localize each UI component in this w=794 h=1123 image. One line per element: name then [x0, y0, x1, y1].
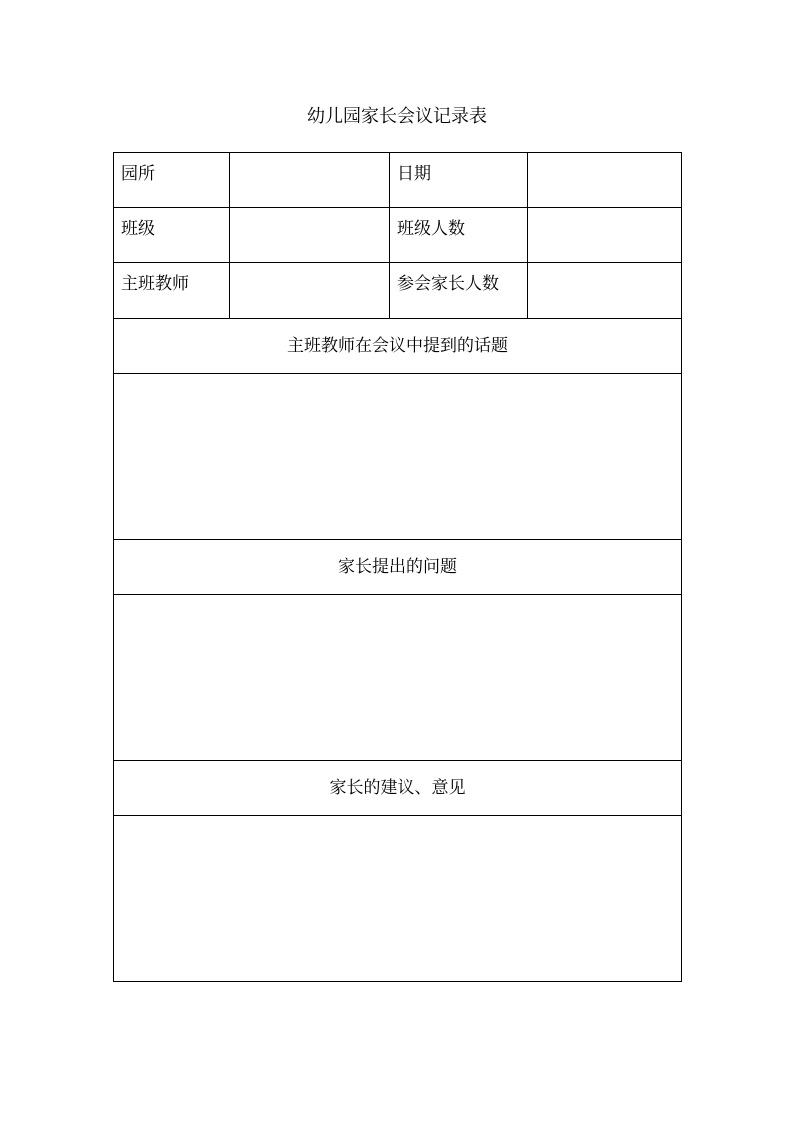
table-row — [114, 319, 682, 374]
table-row — [114, 153, 682, 208]
table-row — [114, 761, 682, 816]
document-title: 幼儿园家长会议记录表 — [307, 106, 487, 127]
table-row — [114, 263, 682, 319]
table-row — [114, 540, 682, 595]
head-teacher-field[interactable] — [230, 263, 390, 319]
table-row — [114, 208, 682, 263]
teacher-topics-content[interactable] — [114, 374, 682, 540]
parent-questions-heading: 家长提出的问题 — [114, 540, 682, 595]
kindergarten-label: 园所 — [114, 153, 230, 208]
table-row — [114, 595, 682, 761]
parent-attendance-field[interactable] — [528, 263, 682, 319]
parent-questions-content[interactable] — [114, 595, 682, 761]
parent-suggestions-heading: 家长的建议、意见 — [114, 761, 682, 816]
teacher-topics-heading: 主班教师在会议中提到的话题 — [114, 319, 682, 374]
date-field[interactable] — [528, 153, 682, 208]
head-teacher-label: 主班教师 — [114, 263, 230, 319]
parent-suggestions-content[interactable] — [114, 816, 682, 982]
class-size-label: 班级人数 — [390, 208, 528, 263]
class-size-field[interactable] — [528, 208, 682, 263]
table-row — [114, 816, 682, 982]
date-label: 日期 — [390, 153, 528, 208]
table-row — [114, 374, 682, 540]
kindergarten-field[interactable] — [230, 153, 390, 208]
parent-attendance-label: 参会家长人数 — [390, 263, 528, 319]
class-label: 班级 — [114, 208, 230, 263]
class-field[interactable] — [230, 208, 390, 263]
meeting-record-table — [113, 152, 682, 982]
